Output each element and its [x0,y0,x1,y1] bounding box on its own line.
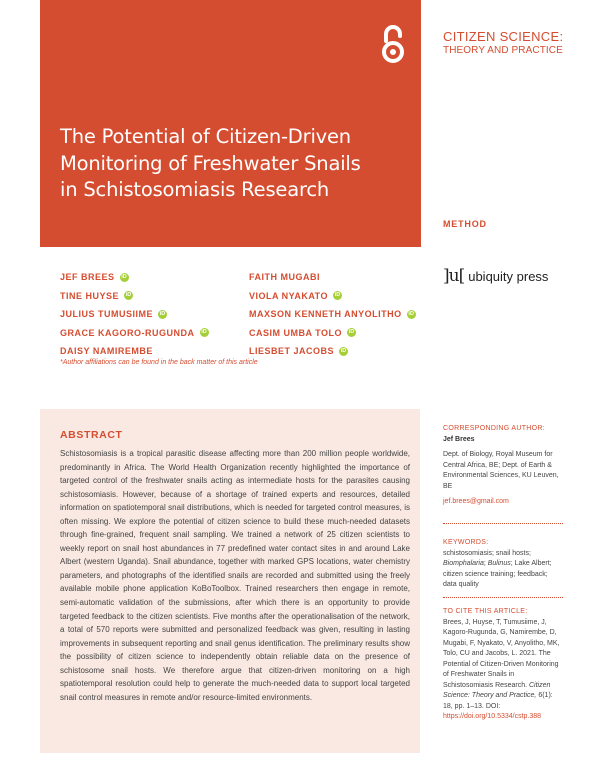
divider [443,597,563,598]
keywords-text: schistosomiasis; snail hosts; Biomphalaria; Bulinus; Lake Albert; citizen science training; feedback; data quality [443,549,552,588]
author-name[interactable]: VIOLA NYAKATO iD [249,290,341,301]
article-type-label: METHOD [443,219,487,229]
author-name[interactable]: TINE HUYSE iD [60,290,132,301]
author-name[interactable]: FAITH MUGABI [249,272,320,283]
citation-text: Brees, J, Huyse, T, Tumusiime, J, Kagoro-Rugunda, G, Namirembe, D, Mugabi, F, Nyakato, V, Anyolitho, MK, Tolo, CU and Jacobs, L. 2021. The Potential of Citizen-Driven Monitoring of Freshwater Snails in Schistosomiasis Research. Citizen Science: Theory and Practice, 6(1): 18, pp. 1–13. DOI: https://doi.org/10.5334/cstp.388 [443,618,560,720]
corresponding-affiliation: Dept. of Biology, Royal Museum for Central Africa, BE; Dept. of Earth & Environmental Sciences, KU Leuven, BE [443,451,559,490]
keywords-heading: KEYWORDS: [443,539,489,546]
abstract-section [40,409,420,753]
author-name[interactable]: CASIM UMBA TOLO iD [249,327,355,338]
corresponding-author-block [443,424,563,508]
article-title: The Potential of Citizen-Driven Monitoring of Freshwater Snails in Schistosomiasis Research [60,125,361,201]
corresponding-name: Jef Brees [443,435,475,443]
author-name[interactable]: JULIUS TUMUSIIME iD [60,309,166,320]
orcid-icon[interactable]: iD [121,273,127,280]
orcid-icon[interactable]: iD [125,292,132,299]
affiliation-note: *Author affiliations can be found in the back matter of this article [60,359,258,366]
corresponding-heading: CORRESPONDING AUTHOR: [443,425,545,432]
corresponding-email[interactable]: jef.brees@gmail.com [443,498,509,505]
orcid-icon[interactable]: iD [159,310,166,317]
orcid-icon[interactable]: iD [334,292,341,299]
author-list-right [249,268,416,361]
publisher-mark: ]u[ [443,266,465,286]
abstract-heading: ABSTRACT [60,429,123,441]
journal-name-line1: CITIZEN SCIENCE: [443,29,564,44]
orcid-icon[interactable]: iD [408,310,414,317]
author-name[interactable]: DAISY NAMIREMBE [60,346,153,357]
citation-block [443,607,563,723]
author-name[interactable]: JEF BREES iD [60,272,127,283]
journal-name-line2: THEORY AND PRACTICE [443,45,563,56]
abstract-text: Schistosomiasis is a tropical parasitic disease affecting more than 200 million people worldwide, predominantly in Africa. The World Health Organization recently highlighted the importance of targeted control of the freshwater snails acting as intermediate hosts for the parasites causing schistosomiasis. However, because of a shortage of trained experts and resources, detailed information on spatiotemporal snail distributions, which is needed for targeted control measures, is often missing. We explore the potential of citizen science to build these much-needed datasets through fine-grained, frequent snail sampling. We trained a network of 25 citizen scientists to weekly report on snail host abundances in 77 predefined water contact sites in and around Lake Albert (western Uganda). Snail abundance, together with marked GPS locations, water chemistry parameters, and photographs of the identified snails are recorded and submitted using the freely available mobile phone application KoBoToolbox. Trained researchers then engage in remote, semi-automatic validation of the submissions, after which there is an opportunity to provide targeted feedback to the citizen scientists. Five months after the operationalisation of the network, a total of 570 reports were submitted and personalized feedback was given, resulting in lasting improvements in subsequent reporting and snail genus identification. The preliminary results show the possibility of citizen science to independently obtain reliable data on the presence of schistosome snail hosts. We therefore argue that citizen-driven monitoring on a high spatiotemporal resolution could help to generate the much-needed data to support local targeted snail control measures in remote and/or resource-limited environments. [60,449,410,702]
author-list-left [60,268,209,361]
publisher-logo[interactable] [443,266,548,286]
citation-heading: TO CITE THIS ARTICLE: [443,608,528,615]
journal-logo[interactable] [443,30,563,58]
open-access-icon [380,24,406,64]
doi-link[interactable]: https://doi.org/10.5334/cstp.388 [443,713,542,720]
orcid-icon[interactable]: iD [348,329,355,336]
author-name[interactable]: GRACE KAGORO-RUGUNDA iD [60,327,207,338]
publisher-name: ubiquity press [468,268,549,284]
author-name[interactable]: MAXSON KENNETH ANYOLITHO iD [249,309,414,320]
keywords-block [443,538,563,591]
divider [443,523,563,524]
author-name[interactable]: LIESBET JACOBS iD [249,346,347,357]
orcid-icon[interactable]: iD [340,347,347,354]
orcid-icon[interactable]: iD [201,329,207,336]
